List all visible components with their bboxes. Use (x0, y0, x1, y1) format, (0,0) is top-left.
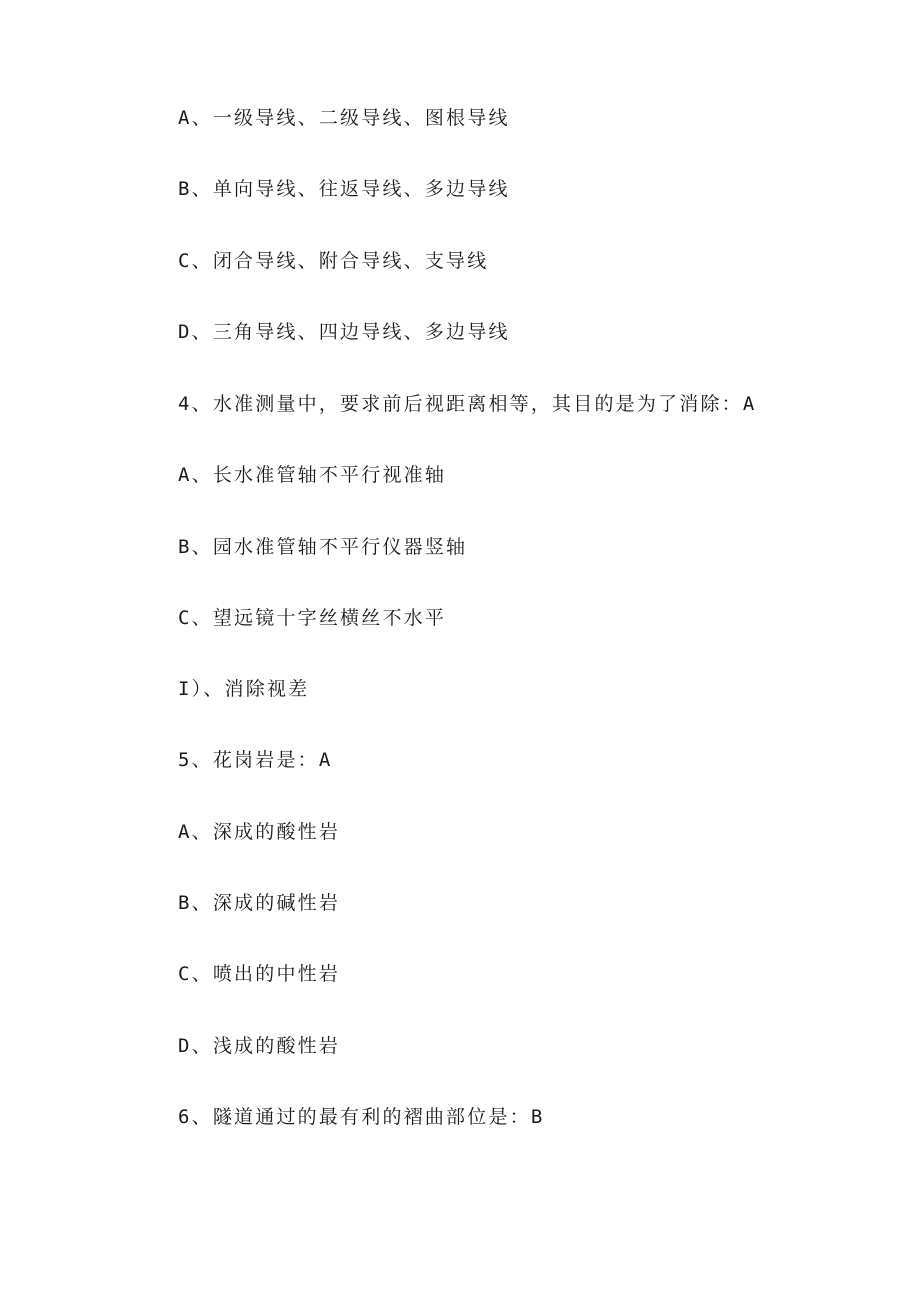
option-4a: A、长水准管轴不平行视准轴 (178, 464, 447, 486)
option-3d: D、三角导线、四边导线、多边导线 (178, 321, 510, 343)
option-5c: C、喷出的中性岩 (178, 963, 341, 985)
option-5d: D、浅成的酸性岩 (178, 1035, 341, 1057)
option-3b: B、单向导线、往返导线、多边导线 (178, 178, 510, 200)
question-6: 6、隧道通过的最有利的褶曲部位是：B (178, 1106, 545, 1128)
option-4b: B、园水准管轴不平行仪器竖轴 (178, 536, 468, 558)
option-3a: A、一级导线、二级导线、图根导线 (178, 107, 510, 129)
option-5b: B、深成的碱性岩 (178, 892, 341, 914)
option-3c: C、闭合导线、附合导线、支导线 (178, 250, 489, 272)
option-4c: C、望远镜十字丝横丝不水平 (178, 607, 447, 629)
option-4d: I）、消除视差 (178, 678, 310, 700)
question-4: 4、水准测量中，要求前后视距离相等，其目的是为了消除：A (178, 393, 757, 415)
question-5: 5、花岗岩是：A (178, 749, 333, 771)
option-5a: A、深成的酸性岩 (178, 821, 341, 843)
